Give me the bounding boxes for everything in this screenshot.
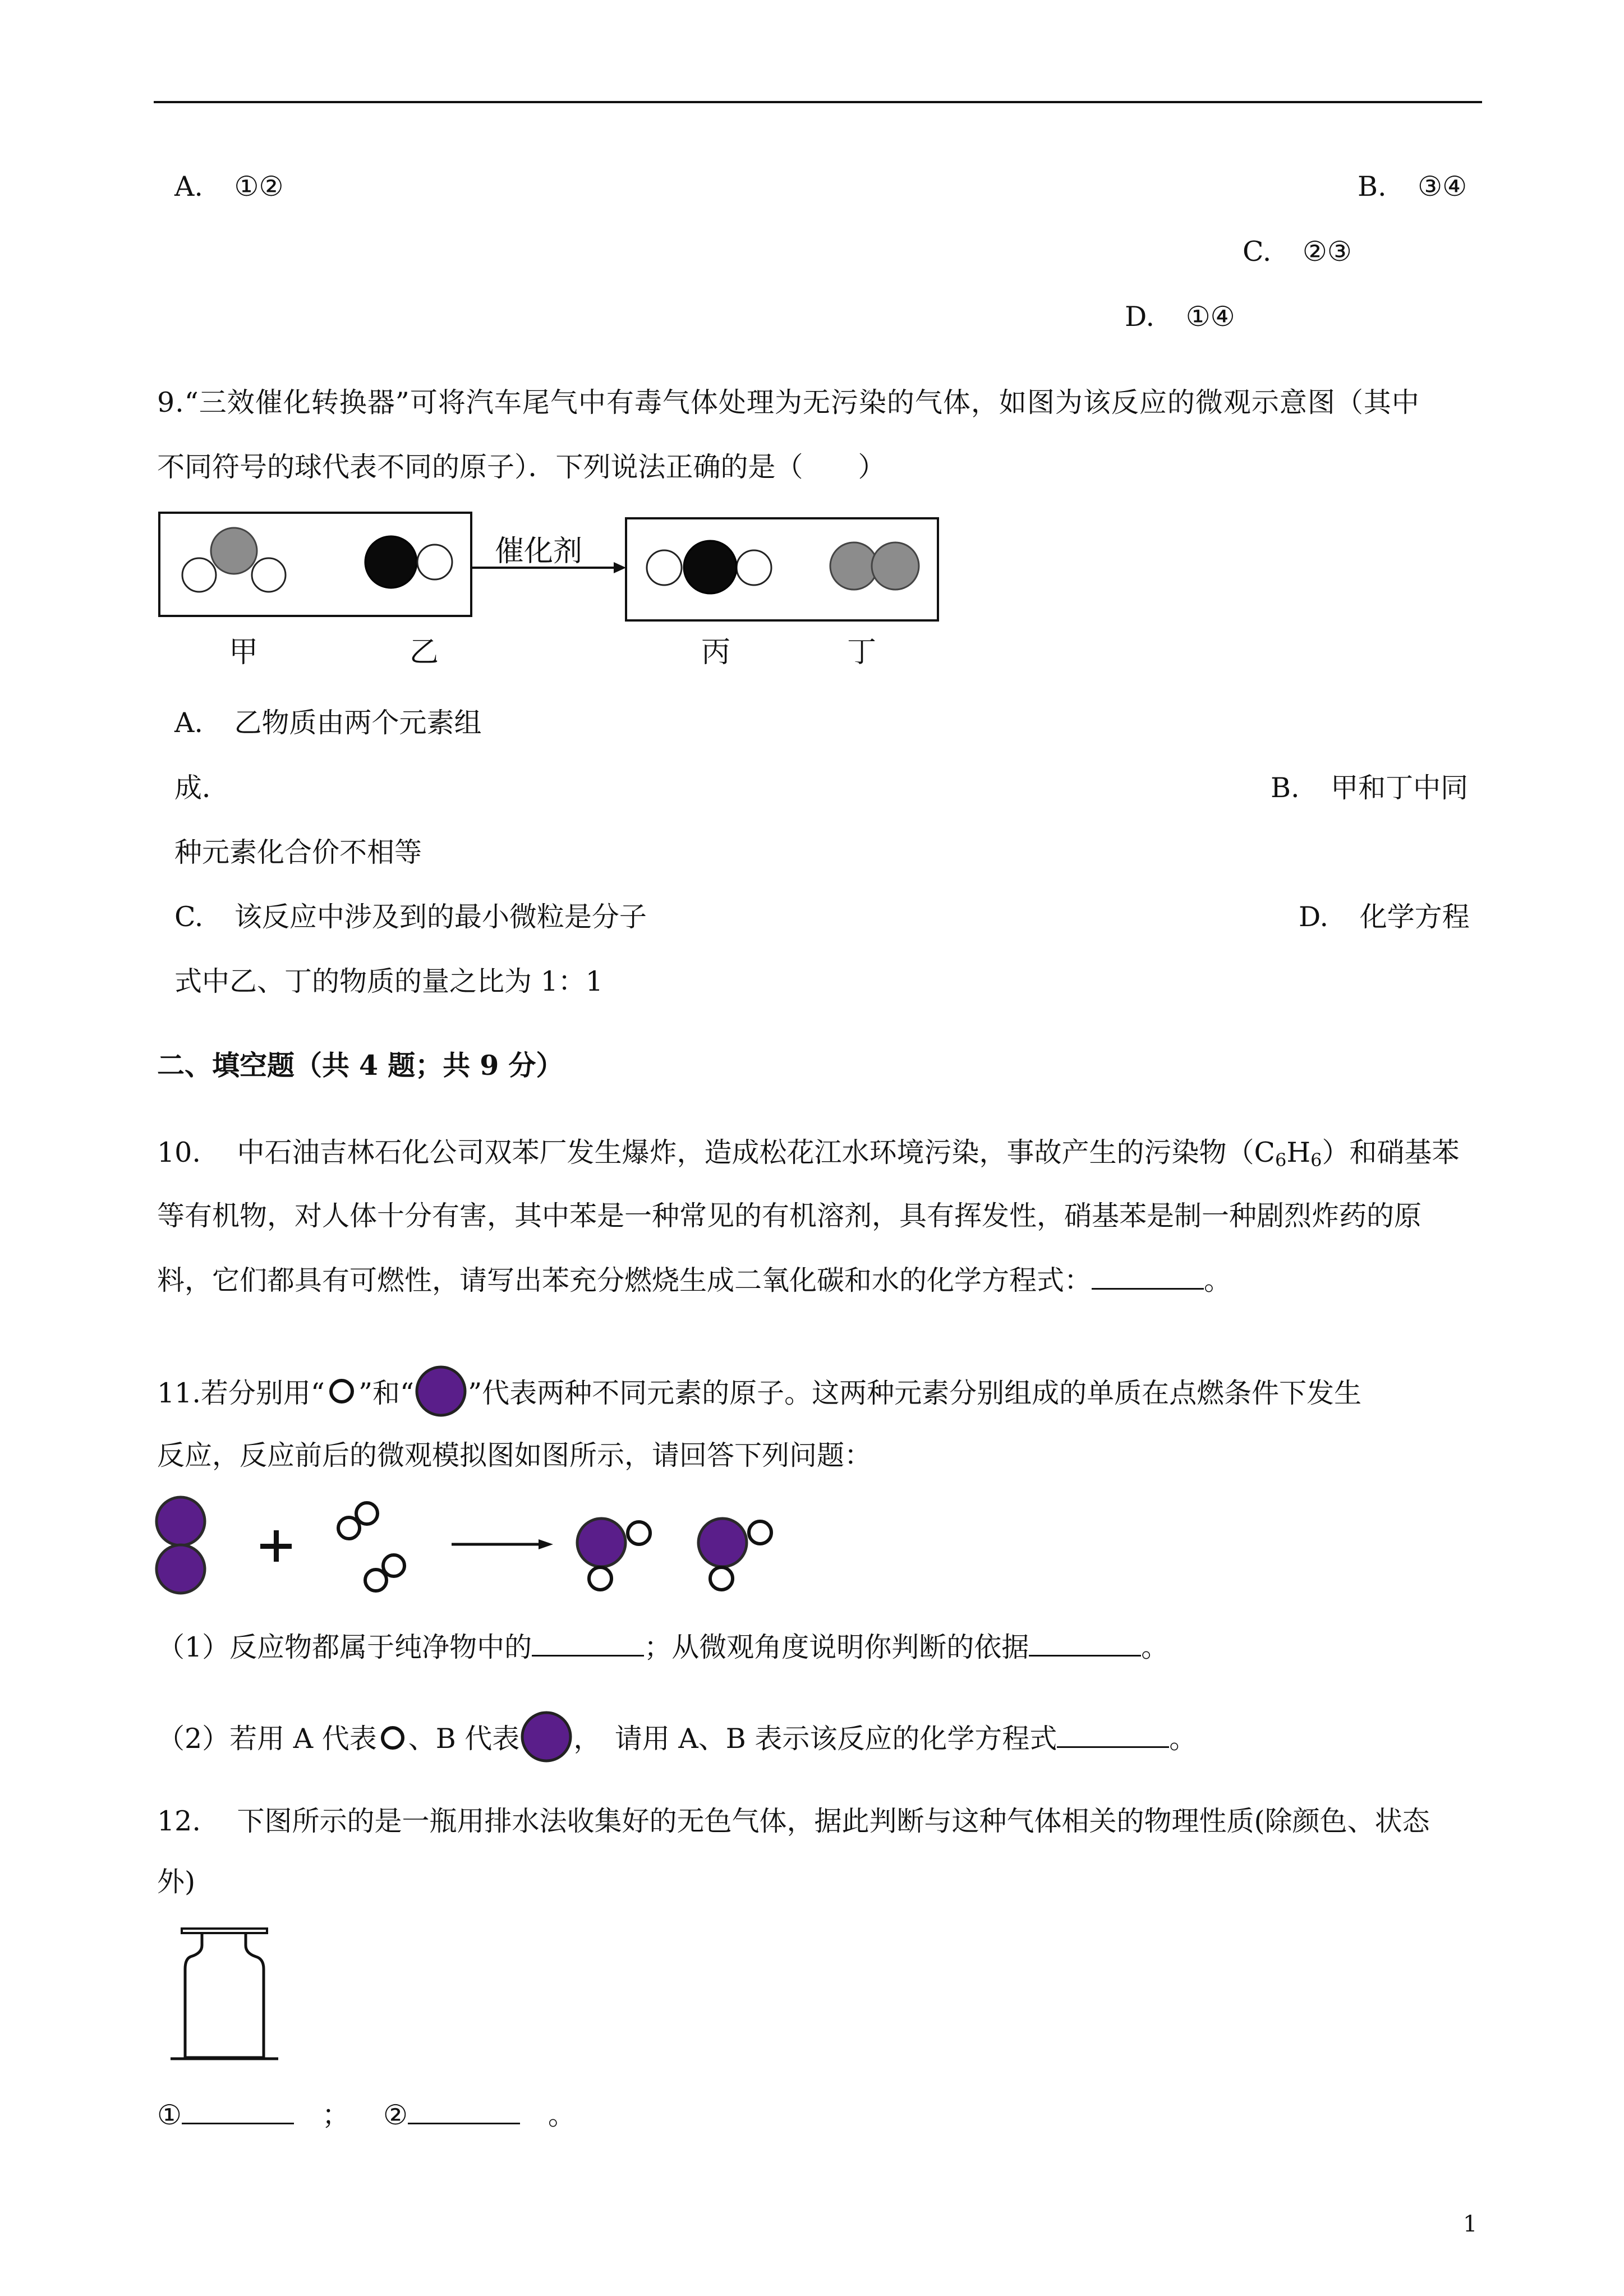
q9-option-d-cont: 式中乙、丁的物质的量之比为 1：1 [174, 965, 603, 997]
white-atom [252, 558, 286, 592]
option-text: ①② [234, 171, 284, 203]
q10-line3 [157, 1264, 1232, 1296]
white-atom [749, 1521, 771, 1544]
label-ding: 丁 [847, 636, 877, 669]
q11-text: ”和“ [358, 1377, 415, 1409]
q10-text: 10. 中石油吉林石化公司双苯厂发生爆炸，造成松花江水环境污染，事故产生的污染物（C [157, 1137, 1275, 1168]
white-atom [338, 1517, 360, 1539]
white-atom [589, 1567, 611, 1590]
q11-line1 [157, 1364, 1361, 1418]
q9-option-b-cont: 种元素化合价不相等 [174, 836, 422, 868]
gray-atom [211, 528, 257, 574]
option-text: ③④ [1418, 171, 1467, 203]
answer-blank[interactable] [182, 2123, 294, 2124]
q8-option-b[interactable] [1358, 171, 1467, 203]
q11-text: （1）反应物都属于纯净物中的 [157, 1631, 532, 1663]
q11-text: 。 [1141, 1631, 1169, 1663]
page-number: 1 [1463, 2211, 1478, 2237]
option-letter: B. [1358, 171, 1387, 203]
option-text: 该反应中涉及到的最小微粒是分子 [234, 901, 647, 933]
option-letter: B. [1271, 772, 1300, 804]
white-atom [647, 550, 682, 585]
option-letter: C. [174, 901, 204, 933]
q8-option-c[interactable] [1243, 236, 1352, 268]
catalyst-label: 催化剂 [495, 535, 583, 568]
arrow-head [614, 562, 626, 573]
purple-atom-icon [414, 1364, 468, 1418]
q11-text: ；从微观角度说明你判断的依据 [644, 1631, 1029, 1663]
gas-bottle-icon [168, 1924, 280, 2070]
label-jia: 甲 [229, 636, 259, 669]
purple-atom [157, 1497, 205, 1545]
q12-answers [157, 2101, 576, 2129]
option-text: ①④ [1185, 301, 1235, 333]
q9-stem-line1: 9.“三效催化转换器”可将汽车尾气中有毒气体处理为无污染的气体，如图为该反应的微观示意图（其中 [157, 386, 1420, 418]
q10-line2: 等有机物，对人体十分有害，其中苯是一种常见的有机溶剂，具有挥发性，硝基苯是制一种剧烈炸药的原 [157, 1200, 1422, 1232]
q8-option-d[interactable] [1125, 301, 1235, 333]
q12-text: ； [321, 2099, 349, 2131]
option-letter: A. [174, 707, 203, 739]
q10-text: ）和硝基苯 [1322, 1137, 1460, 1168]
option-letter: A. [174, 171, 203, 203]
option-text: 乙物质由两个元素组 [234, 707, 482, 739]
white-atom [182, 558, 216, 592]
option-text: 化学方程 [1359, 901, 1470, 933]
q11-line2: 反应，反应前后的微观模拟图如图所示，请回答下列问题： [157, 1439, 872, 1471]
q11-text: （2）若用 A 代表 [157, 1723, 377, 1755]
purple-atom [157, 1545, 205, 1593]
white-atom [710, 1567, 733, 1590]
header-rule [154, 101, 1482, 103]
white-atom-icon [325, 1374, 358, 1408]
answer-blank[interactable] [408, 2123, 520, 2124]
combustion-reaction-diagram [151, 1492, 791, 1604]
q10-text: 。 [1204, 1264, 1232, 1296]
q10-text: 料，它们都具有可燃性，请写出苯充分燃烧生成二氧化碳和水的化学方程式： [157, 1264, 1092, 1296]
subscript: 6 [1275, 1149, 1287, 1171]
answer-blank[interactable] [1092, 1288, 1204, 1290]
q11-sub1 [157, 1631, 1169, 1663]
gray-atom [872, 542, 919, 590]
q9-option-c[interactable] [174, 903, 647, 931]
answer-blank[interactable] [1057, 1746, 1169, 1748]
subscript: 6 [1310, 1149, 1322, 1171]
black-atom [365, 536, 417, 588]
purple-atom-icon [519, 1710, 573, 1764]
q11-text: ”代表两种不同元素的原子。这两种元素分别组成的单质在点燃条件下发生 [468, 1377, 1362, 1409]
white-atom [383, 1555, 404, 1576]
option-text: 甲和丁中同 [1331, 772, 1469, 804]
option-letter: D. [1125, 301, 1155, 333]
option-text: ②③ [1302, 236, 1352, 268]
q10-line1 [157, 1139, 1459, 1169]
purple-atom [698, 1519, 747, 1567]
answer-blank[interactable] [532, 1655, 644, 1657]
q8-option-a[interactable] [174, 171, 284, 203]
q11-text: 、B 代表 [408, 1723, 520, 1755]
q12-text: 。 [548, 2099, 576, 2131]
label-bing: 丙 [701, 636, 731, 669]
purple-atom [577, 1519, 625, 1567]
white-atom [365, 1570, 387, 1591]
plus-sign [274, 1530, 279, 1562]
white-atom [737, 550, 771, 585]
option-letter: D. [1299, 901, 1329, 933]
answer-blank[interactable] [1029, 1655, 1141, 1657]
q9-option-a-cont: 成． [174, 772, 230, 804]
q9-stem-line2: 不同符号的球代表不同的原子）．下列说法正确的是（ ） [157, 451, 886, 483]
white-atom-icon [377, 1722, 408, 1754]
white-atom [356, 1503, 378, 1524]
q12-text: ① [157, 2099, 182, 2131]
q12-line2: 外) [157, 1866, 196, 1898]
section-title: 二、填空题（共 4 题；共 9 分） [157, 1049, 564, 1082]
q11-text: 。 [1169, 1723, 1197, 1755]
q11-sub2 [157, 1710, 1197, 1764]
q10-text: H [1286, 1137, 1311, 1168]
q11-text: ， 请用 A、B 表示该反应的化学方程式 [573, 1723, 1057, 1755]
q9-option-a[interactable] [174, 709, 482, 737]
white-atom [417, 545, 452, 579]
q11-text: 11.若分别用“ [157, 1377, 325, 1409]
label-yi: 乙 [410, 636, 439, 669]
option-letter: C. [1243, 236, 1272, 268]
white-atom [628, 1522, 650, 1544]
black-atom [684, 541, 737, 593]
q9-option-b[interactable] [1271, 774, 1468, 802]
arrow-head [539, 1539, 553, 1549]
q9-option-d[interactable] [1299, 903, 1470, 931]
q12-text: ② [383, 2099, 408, 2131]
q12-line1: 12. 下图所示的是一瓶用排水法收集好的无色气体，据此判断与这种气体相关的物理性质(除颜色、状态 [157, 1805, 1430, 1837]
gray-atom [830, 542, 877, 590]
